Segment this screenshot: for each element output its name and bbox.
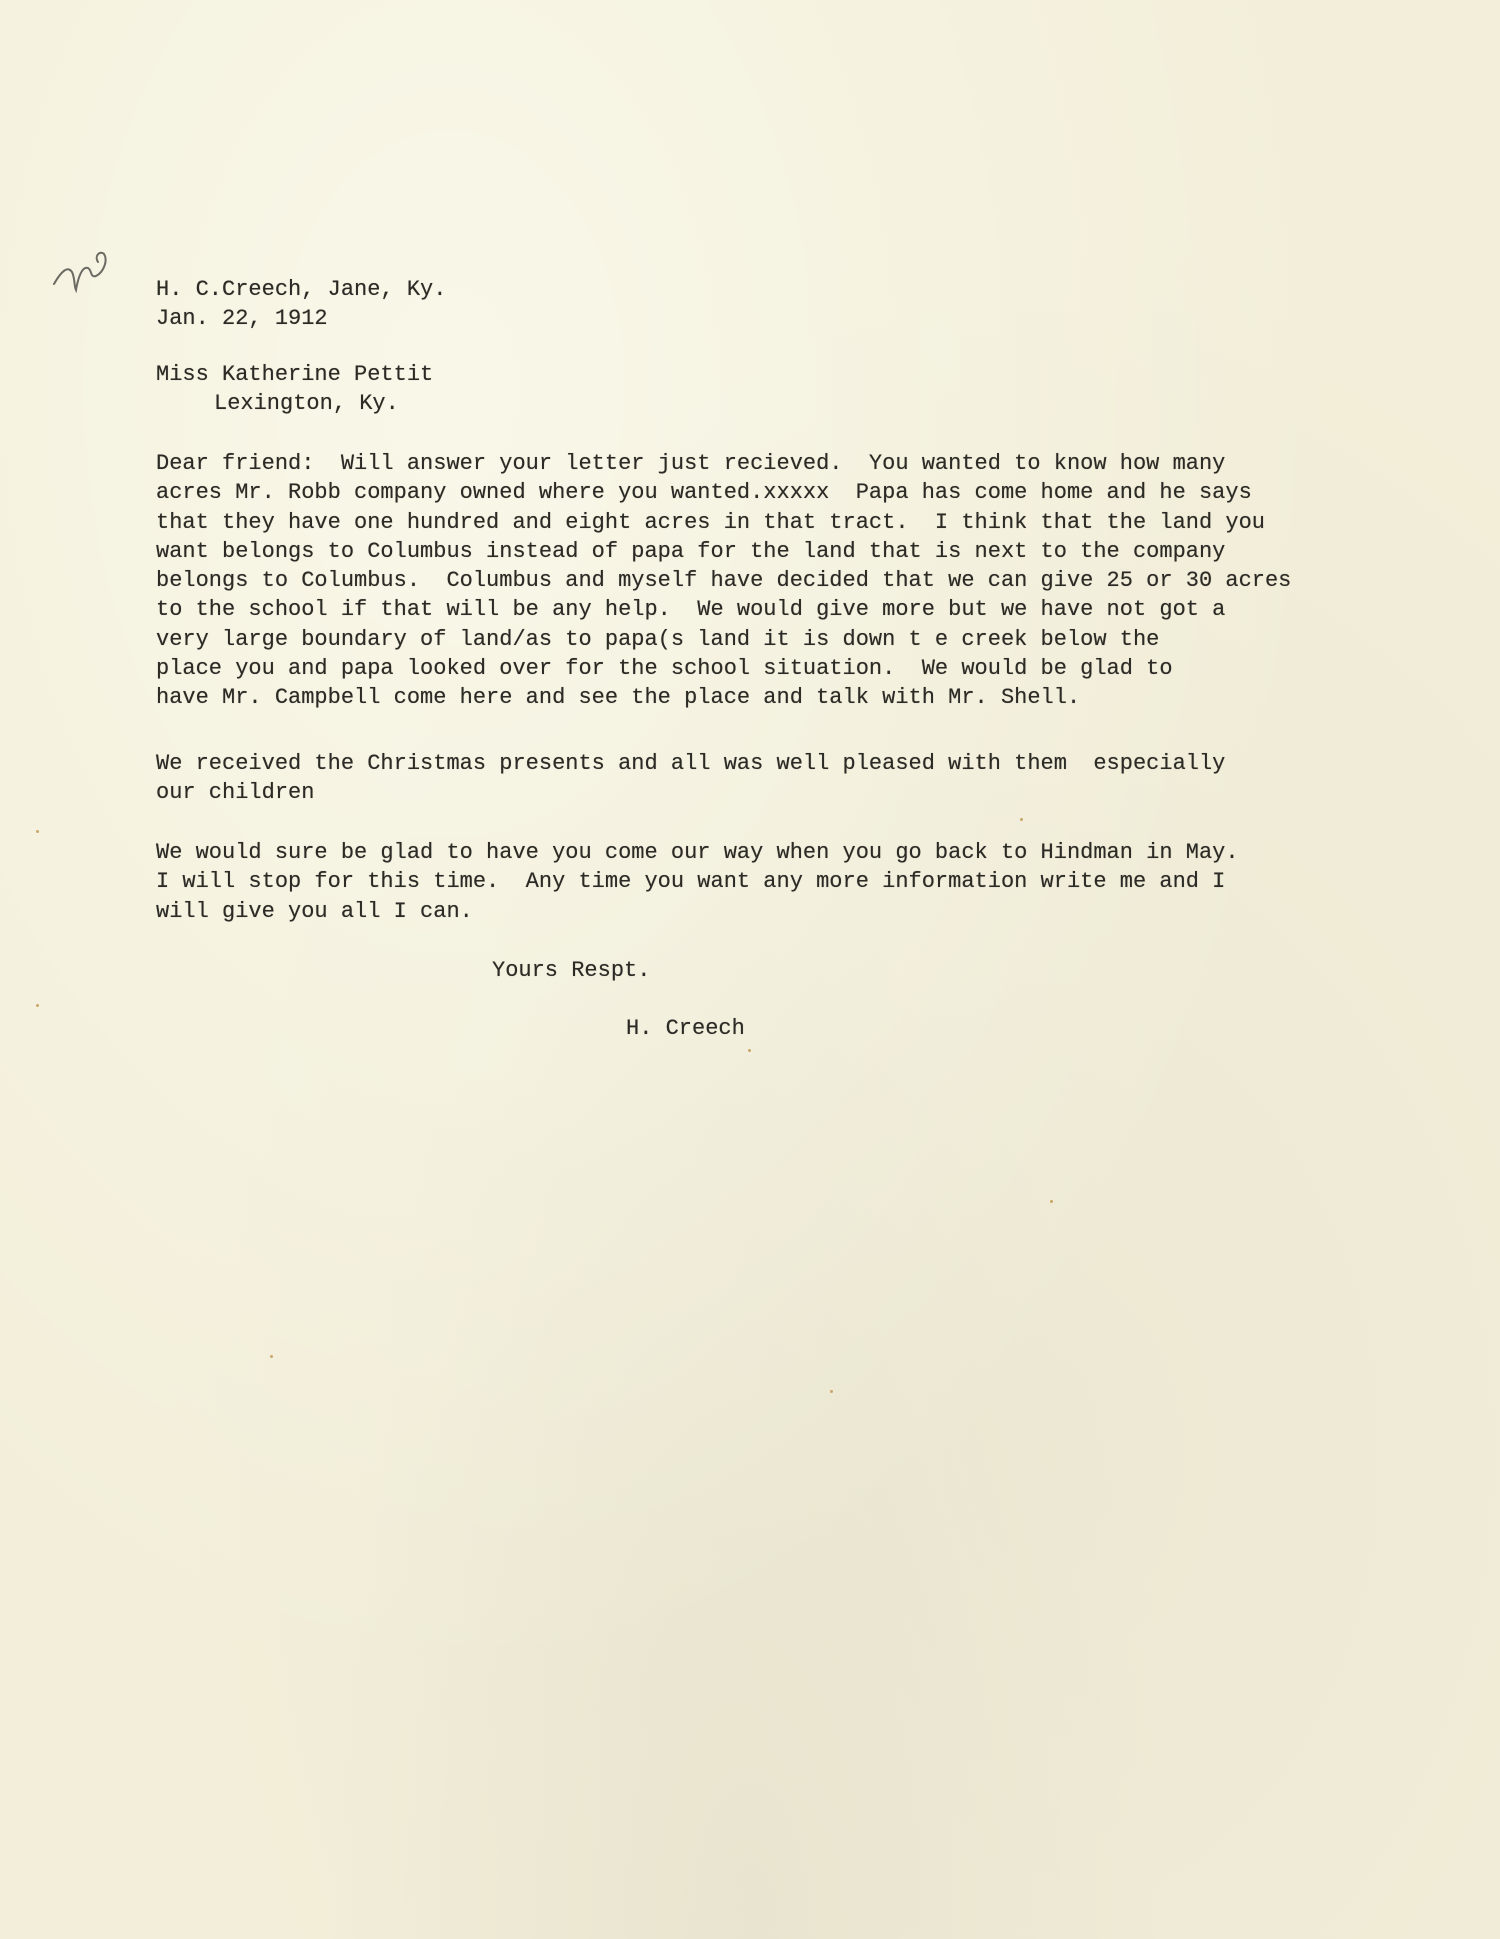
- body-line: want belongs to Columbus instead of papa for the land that is next to the company: [156, 538, 1226, 564]
- closing: Yours Respt.: [492, 958, 651, 983]
- body-paragraph-3: [156, 838, 1239, 926]
- body-line: place you and papa looked over for the school situation. We would be glad to: [156, 656, 1173, 682]
- recipient-city: Lexington, Ky.: [214, 391, 399, 417]
- body-line: acres Mr. Robb company owned where you wanted.xxxxx Papa has come home and he says: [156, 480, 1252, 506]
- body-line: We would sure be glad to have you come our way when you go back to Hindman in May.: [156, 840, 1239, 865]
- paper-speck: [36, 830, 39, 833]
- body-line: to the school if that will be any help. We would give more but we have not got a: [156, 597, 1226, 623]
- body-line: Dear friend: Will answer your letter just recieved. You wanted to know how many: [156, 451, 1226, 476]
- paper-speck: [1050, 1200, 1053, 1203]
- paper-speck: [1020, 818, 1023, 821]
- paper-speck: [36, 1004, 39, 1007]
- body-line: belongs to Columbus. Columbus and myself have decided that we can give 25 or 30 acres: [156, 568, 1292, 594]
- handwritten-margin-mark-icon: [48, 226, 118, 296]
- signature: H. Creech: [626, 1016, 745, 1041]
- recipient-address: [156, 360, 433, 419]
- body-line: that they have one hundred and eight acres in that tract. I think that the land you: [156, 509, 1265, 535]
- sender-line: H. C.Creech, Jane, Ky.: [156, 277, 447, 302]
- body-line: I will stop for this time. Any time you want any more information write me and I: [156, 869, 1226, 895]
- body-paragraph-2: [156, 749, 1225, 808]
- body-line: have Mr. Campbell come here and see the place and talk with Mr. Shell.: [156, 685, 1081, 711]
- recipient-name: Miss Katherine Pettit: [156, 362, 434, 387]
- body-line: We received the Christmas presents and all was well pleased with them especially: [156, 751, 1226, 776]
- letter-heading: [156, 275, 446, 334]
- paper-speck: [830, 1390, 833, 1393]
- body-line: our children: [156, 780, 315, 806]
- body-line: very large boundary of land/as to papa(s land it is down t e creek below the: [156, 626, 1160, 652]
- paper-speck: [748, 1049, 751, 1052]
- paper-speck: [270, 1355, 273, 1358]
- body-line: will give you all I can.: [156, 898, 473, 924]
- body-paragraph-1: [156, 449, 1291, 713]
- date-line: Jan. 22, 1912: [156, 306, 328, 332]
